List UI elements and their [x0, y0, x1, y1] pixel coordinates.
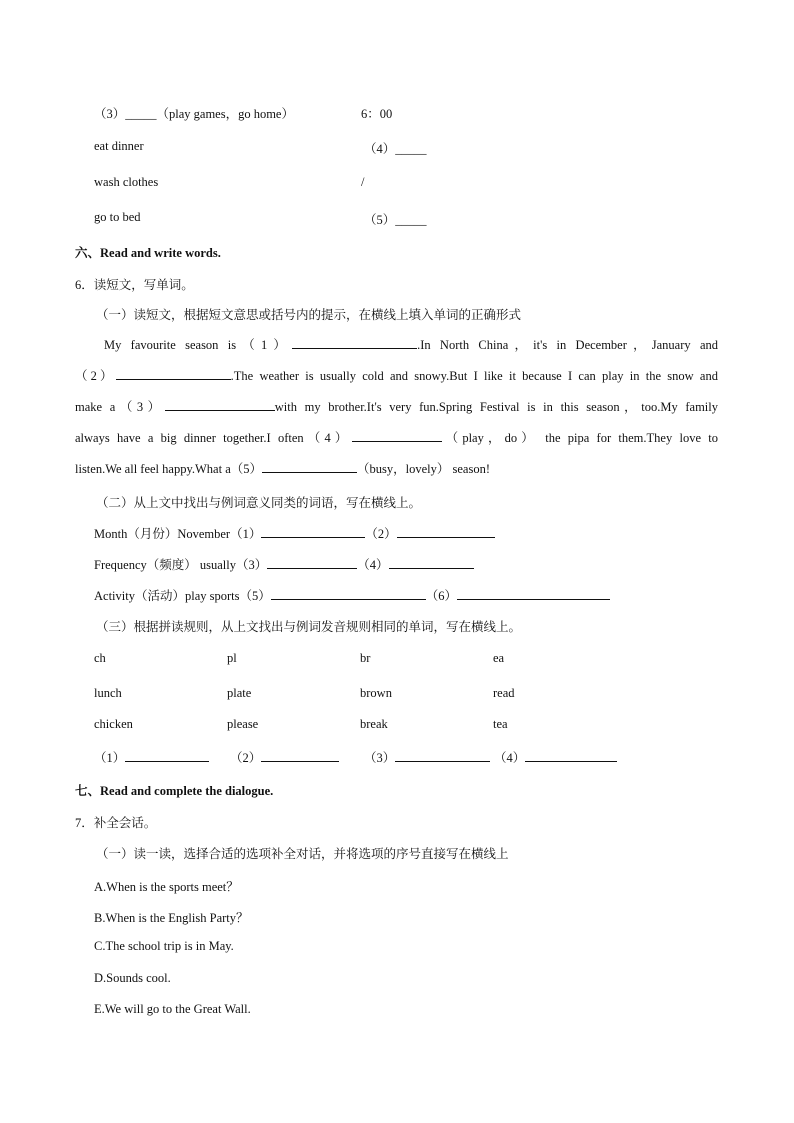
phonics-word: please	[227, 717, 259, 731]
blank-2[interactable]	[116, 367, 231, 380]
phonics-blank-4: （4）	[494, 748, 617, 766]
passage-line-4: always have a big dinner together.I often（4） （play，do） the pipa for them.They love to	[75, 431, 719, 445]
phonics-blank-1: （1）	[94, 748, 209, 766]
passage-line-5: listen.We all feel happy.What a（5） （busy，lovely） season!	[75, 462, 490, 476]
phonics-word: brown	[360, 686, 392, 700]
phonics-answer-4[interactable]	[525, 749, 617, 762]
schedule-row-3-time: 6：00	[361, 107, 393, 121]
part-2-instruction: （二）从上文中找出与例词意义同类的词语，写在横线上。	[96, 496, 422, 510]
question-6-title: 6．读短文，写单词。	[75, 278, 194, 292]
phonics-header-ea: ea	[493, 651, 505, 665]
blank-1[interactable]	[292, 336, 417, 349]
phonics-header-pl: pl	[227, 651, 237, 665]
question-7-title: 7．补全会话。	[75, 816, 157, 830]
phonics-word: break	[360, 717, 388, 731]
passage-line-3: make a（3） with my brother.It's very fun.Spring Festival is in this season，too.My family	[75, 400, 718, 414]
schedule-row-go-to-bed: go to bed	[94, 210, 141, 224]
phonics-header-br: br	[360, 651, 371, 665]
schedule-row-wash-clothes: wash clothes	[94, 175, 159, 189]
passage-line-1: My favourite season is（1） .In North China，it's in December，January and	[104, 338, 718, 352]
activity-blank-5[interactable]	[271, 587, 426, 600]
schedule-row-3-activity: （3）_____（play games，go home）	[94, 107, 294, 121]
frequency-row: Frequency（频度） usually（3） （4）	[94, 555, 474, 573]
part-1-instruction: （一）读短文，根据短文意思或括号内的提示，在横线上填入单词的正确形式	[96, 308, 522, 322]
reading-passage	[75, 330, 718, 485]
option-d: D.Sounds cool.	[94, 971, 171, 985]
frequency-blank-4[interactable]	[389, 556, 474, 569]
option-b: B.When is the English Party？	[94, 911, 249, 925]
month-row: Month（月份）November（1） （2）	[94, 524, 495, 542]
option-c: C.The school trip is in May.	[94, 939, 234, 953]
activity-row: Activity（活动）play sports（5） （6）	[94, 586, 610, 604]
phonics-blank-2: （2）	[230, 748, 339, 766]
section-7-part-1-instruction: （一）读一读，选择合适的选项补全对话，并将选项的序号直接写在横线上	[96, 847, 509, 861]
phonics-word: read	[493, 686, 515, 700]
schedule-row-eat-dinner: eat dinner	[94, 139, 144, 153]
phonics-answer-2[interactable]	[261, 749, 339, 762]
month-blank-2[interactable]	[397, 525, 495, 538]
month-blank-1[interactable]	[261, 525, 365, 538]
phonics-word: lunch	[94, 686, 122, 700]
phonics-header-ch: ch	[94, 651, 106, 665]
phonics-answer-1[interactable]	[125, 749, 209, 762]
passage-line-2: （2） .The weather is usually cold and snowy.But I like it because I can play in the snow and	[75, 369, 718, 383]
phonics-word: tea	[493, 717, 508, 731]
frequency-blank-3[interactable]	[267, 556, 357, 569]
section-6-heading: 六、Read and write words.	[75, 246, 221, 260]
option-a: A.When is the sports meet？	[94, 880, 239, 894]
blank-4[interactable]	[352, 429, 442, 442]
phonics-word: chicken	[94, 717, 133, 731]
schedule-row-wash-time: /	[361, 175, 365, 189]
phonics-word: plate	[227, 686, 252, 700]
phonics-blank-3: （3）	[364, 748, 490, 766]
blank-5[interactable]	[262, 460, 357, 473]
part-3-instruction: （三）根据拼读规则，从上文找出与例词发音规则相同的单词，写在横线上。	[96, 620, 522, 634]
option-e: E.We will go to the Great Wall.	[94, 1002, 251, 1016]
schedule-row-5-blank: （5）_____	[364, 213, 427, 227]
blank-3[interactable]	[165, 398, 275, 411]
activity-blank-6[interactable]	[457, 587, 610, 600]
schedule-row-4-blank: （4）_____	[364, 142, 427, 156]
phonics-answer-3[interactable]	[395, 749, 490, 762]
section-7-heading: 七、Read and complete the dialogue.	[75, 784, 274, 798]
